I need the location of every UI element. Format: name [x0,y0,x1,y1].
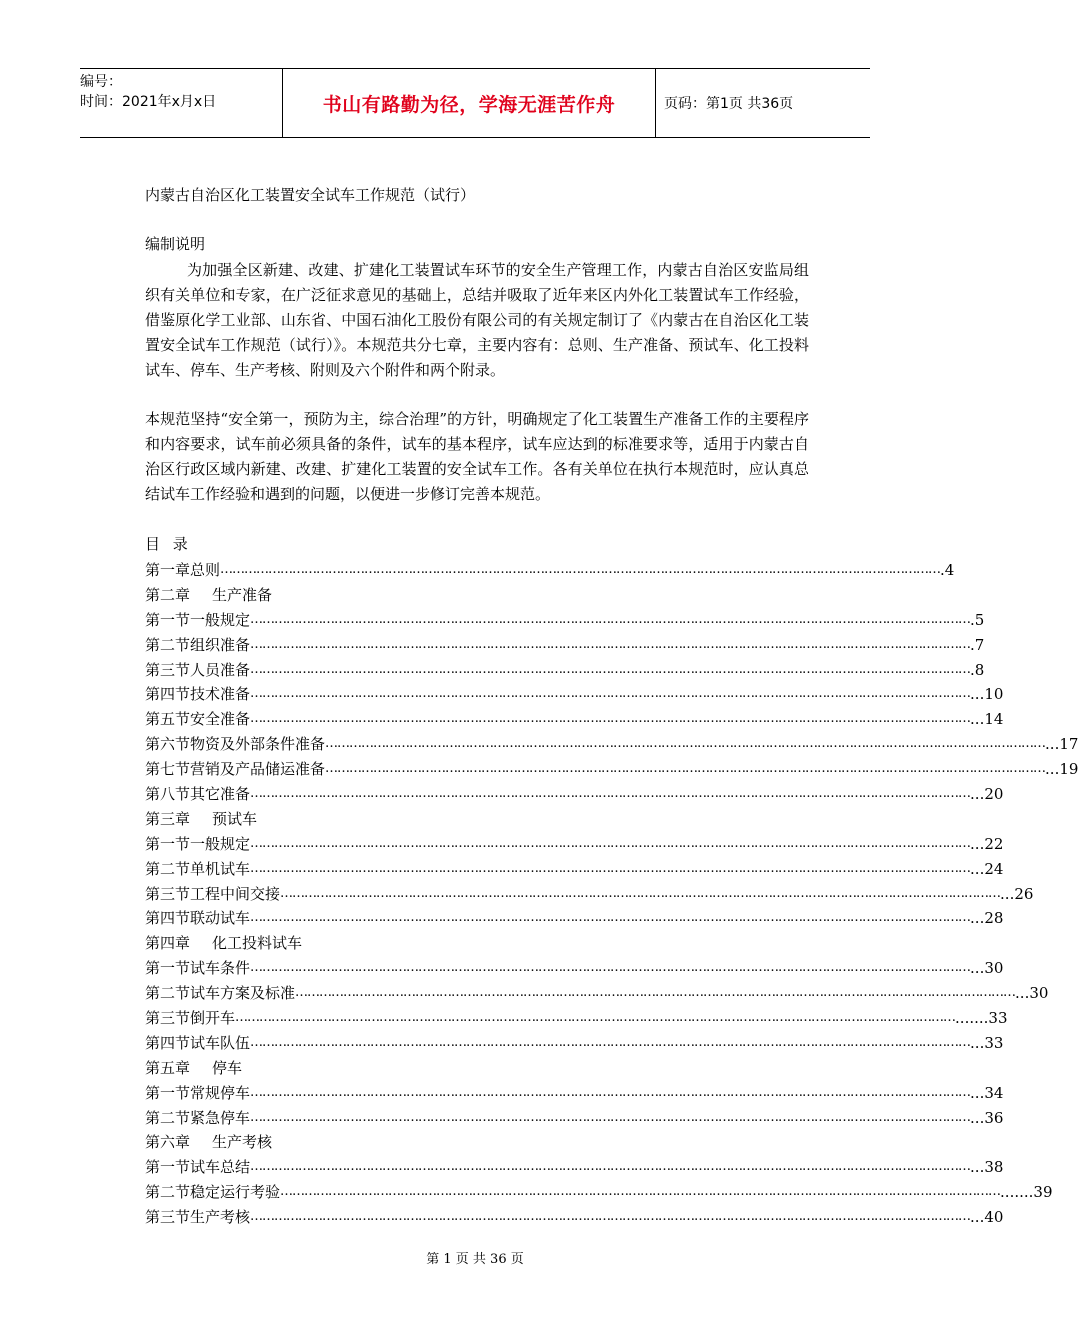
toc-entry-number: 第二节 [145,984,191,1003]
page-footer: 第 1 页 共 36 页 [426,1252,524,1267]
toc-entry-title: 其它准备 [190,785,251,804]
toc-entry[interactable] [145,1106,1004,1131]
toc-entry-page: ...38 [970,1158,1004,1177]
toc-leader-dots: ……………………………………………………………………………………………………………………………………………………………… [235,1010,956,1026]
header-number-label: 编号： [80,74,122,90]
toc-entry-title: 生产准备 [212,585,273,604]
toc-entry-page: ...20 [970,785,1004,804]
toc-entry-page: ...33 [970,1033,1004,1052]
toc-entry-page: ...14 [970,710,1004,729]
header-slogan: 书山有路勤为径，学海无涯苦作舟 [322,93,616,116]
toc-entry-title: 生产考核 [212,1133,273,1152]
toc-entry[interactable] [145,906,1004,931]
toc-entry-number: 第四节 [145,685,191,704]
toc-entry[interactable] [145,757,1078,782]
toc-entry-number: 第四章 [145,934,191,953]
toc-entry-page: .4 [940,561,955,579]
toc-entry-number: 第二节 [145,1183,191,1202]
toc-entry[interactable] [145,1155,1004,1180]
toc-entry-title: 停车 [212,1058,243,1077]
toc-entry[interactable] [145,1081,1004,1106]
toc-leader-dots: ……………………………………………………………………………………………………………………………………………………………… [250,860,971,876]
toc-leader-dots: ……………………………………………………………………………………………………………………………………………………………… [250,1109,971,1125]
toc-entry-page: ...10 [970,685,1004,704]
toc-entry-number: 第五节 [145,710,191,729]
toc-entry[interactable] [145,707,1004,732]
toc-leader-dots: ……………………………………………………………………………………………………………………………………………………………… [250,1034,971,1050]
toc-entry-title: 工程中间交接 [190,884,281,903]
toc-entry-number: 第二节 [145,859,191,878]
toc-entry-title: 试车总结 [190,1158,251,1177]
toc-entry[interactable] [145,1031,1004,1056]
toc-entry-number: 第二节 [145,635,191,654]
toc-entry[interactable] [145,782,1004,807]
toc-entry-number: 第三节 [145,1009,191,1028]
toc-entry-number: 第一章 [145,561,191,579]
toc-entry-number: 第三节 [145,884,191,903]
toc-entry-page: ...19 [1045,760,1078,779]
toc-entry-title: 总则 [190,561,221,579]
toc-entry[interactable] [145,857,1004,882]
toc-entry[interactable] [145,583,615,608]
toc-entry[interactable] [145,956,1004,981]
toc-entry-title: 常规停车 [190,1083,251,1102]
toc-entry[interactable] [145,633,985,658]
toc-entry[interactable] [145,658,985,683]
toc-entry-number: 第七节 [145,760,191,779]
toc-entry[interactable] [145,1180,1053,1205]
toc-entry-title: 化工投料试车 [212,934,303,953]
toc-entry-title: 一般规定 [190,834,251,853]
toc-entry-page: .......33 [955,1009,1008,1028]
toc-entry-title: 倒开车 [190,1009,236,1028]
page-header [80,68,870,138]
toc-entry[interactable] [145,882,1034,907]
toc-entry[interactable] [145,608,985,633]
toc-entry[interactable] [145,1056,615,1081]
toc-entry-number: 第三章 [145,809,191,828]
header-page-info: 页码：第1页 共36页 [664,96,794,112]
toc-leader-dots: ……………………………………………………………………………………………………………………………………………………………… [250,711,971,727]
table-of-contents [145,558,1078,1230]
toc-entry-number: 第一节 [145,959,191,978]
header-page-info-cell [656,69,878,137]
toc-entry[interactable] [145,732,1078,757]
intro-paragraph-1: 为加强全区新建、改建、扩建化工装置试车环节的安全生产管理工作，内蒙古自治区安监局组织有关单位和专家，在广泛征求意见的基础上，总结并吸取了近年来区内外化工装置试车工作经验，借鉴原化学工业部、山东省、中国石油化工股份有限公司的有关规定制订了《内蒙古在自治区化工装置安全试车工作规范（试行）》。本规范共分七章，主要内容有：总则、生产准备、预试车、化工投料试车、停车、生产考核、附则及六个附件和两个附录。 [145,261,809,379]
intro-paragraph-2: 本规范坚持“安全第一，预防为主，综合治理”的方针，明确规定了化工装置生产准备工作的主要程序和内容要求，试车前必须具备的条件，试车的基本程序，试车应达到的标准要求等，适用于内蒙古自治区行政区域内新建、改建、扩建化工装置的安全试车工作。各有关单位在执行本规范时，应认真总结试车工作经验和遇到的问题，以便进一步修订完善本规范。 [145,410,809,503]
toc-entry-number: 第六章 [145,1133,191,1152]
toc-entry-title: 营销及产品储运准备 [190,760,326,779]
header-meta [80,69,282,140]
toc-title: 目 录 [145,535,192,553]
toc-entry-title: 技术准备 [190,685,251,704]
toc-entry[interactable] [145,981,1049,1006]
toc-entry-page: ...26 [1000,884,1034,903]
toc-entry-title: 单机试车 [190,859,251,878]
toc-entry-page: .5 [970,610,985,629]
toc-entry-page: ...36 [970,1108,1004,1127]
toc-leader-dots: ……………………………………………………………………………………………………………………………………………………………… [325,761,1046,777]
toc-entry-page: ...40 [970,1208,1004,1227]
toc-entry-number: 第六节 [145,735,191,754]
toc-leader-dots: ……………………………………………………………………………………………………………………………………………………………… [250,1084,971,1100]
toc-entry[interactable] [145,1006,1008,1031]
toc-entry-title: 组织准备 [190,635,251,654]
toc-leader-dots: ……………………………………………………………………………………………………………………………………………………………… [250,1209,971,1225]
toc-entry-number: 第八节 [145,785,191,804]
toc-leader-dots: ……………………………………………………………………………………………………………………………………………………………… [250,661,971,677]
intro-heading: 编制说明 [145,235,206,253]
toc-entry-page: ...30 [970,959,1004,978]
toc-entry-page: .......39 [1000,1183,1053,1202]
toc-entry[interactable] [145,558,955,583]
toc-entry-title: 试车队伍 [190,1033,251,1052]
toc-entry[interactable] [145,832,1004,857]
toc-entry-number: 第三节 [145,1208,191,1227]
toc-entry-number: 第一节 [145,1158,191,1177]
toc-entry-page: ...28 [970,909,1004,928]
toc-leader-dots: ……………………………………………………………………………………………………………………………………………………………… [250,1159,971,1175]
toc-entry-title: 安全准备 [190,710,251,729]
header-slogan-cell [282,69,656,137]
toc-leader-dots: ……………………………………………………………………………………………………………………………………………………………… [250,835,971,851]
toc-entry-title: 稳定运行考验 [190,1183,281,1202]
document-title: 内蒙古自治区化工装置安全试车工作规范（试行） [145,186,476,204]
toc-leader-dots: ……………………………………………………………………………………………………………………………………………………………… [250,636,971,652]
toc-entry[interactable] [145,1205,1004,1230]
toc-entry-page: ...17 [1045,735,1078,754]
toc-leader-dots: ……………………………………………………………………………………………………………………………………………………………… [250,910,971,926]
toc-entry-page: ...24 [970,859,1004,878]
toc-leader-dots: ……………………………………………………………………………………………………………………………………………………………… [250,686,971,702]
toc-entry-title: 试车方案及标准 [190,984,296,1003]
header-date-label: 时间：2021年x月x日 [80,94,217,110]
toc-entry-number: 第四节 [145,1033,191,1052]
toc-entry-title: 人员准备 [190,660,251,679]
toc-entry-number: 第五章 [145,1058,191,1077]
toc-entry-title: 生产考核 [190,1208,251,1227]
toc-leader-dots: ……………………………………………………………………………………………………………………………………………………………… [280,885,1001,901]
toc-entry-page: ...22 [970,834,1004,853]
toc-entry[interactable] [145,807,615,832]
toc-entry[interactable] [145,1130,615,1155]
toc-entry-page: .8 [970,660,985,679]
toc-entry[interactable] [145,682,1004,707]
toc-entry-number: 第一节 [145,1083,191,1102]
toc-entry-number: 第二节 [145,1108,191,1127]
toc-entry-number: 第一节 [145,610,191,629]
toc-entry-title: 物资及外部条件准备 [190,735,326,754]
toc-leader-dots: ……………………………………………………………………………………………………………………………………………………………… [250,611,971,627]
toc-leader-dots: ……………………………………………………………………………………………………………………………………………………………… [295,985,1016,1001]
toc-entry-title: 试车条件 [190,959,251,978]
toc-entry-number: 第四节 [145,909,191,928]
toc-entry-page: ...30 [1015,984,1049,1003]
toc-entry[interactable] [145,931,615,956]
toc-entry-page: .7 [970,635,985,654]
toc-leader-dots: ……………………………………………………………………………………………………………………………………………………………… [220,562,941,577]
toc-leader-dots: ……………………………………………………………………………………………………………………………………………………………… [250,960,971,976]
toc-entry-title: 预试车 [212,809,258,828]
toc-entry-title: 紧急停车 [190,1108,251,1127]
toc-entry-title: 一般规定 [190,610,251,629]
toc-leader-dots: ……………………………………………………………………………………………………………………………………………………………… [280,1184,1001,1200]
toc-leader-dots: ……………………………………………………………………………………………………………………………………………………………… [250,786,971,802]
toc-entry-number: 第三节 [145,660,191,679]
toc-entry-number: 第一节 [145,834,191,853]
toc-entry-page: ...34 [970,1083,1004,1102]
toc-leader-dots: ……………………………………………………………………………………………………………………………………………………………… [325,736,1046,752]
toc-entry-number: 第二章 [145,585,191,604]
toc-entry-title: 联动试车 [190,909,251,928]
